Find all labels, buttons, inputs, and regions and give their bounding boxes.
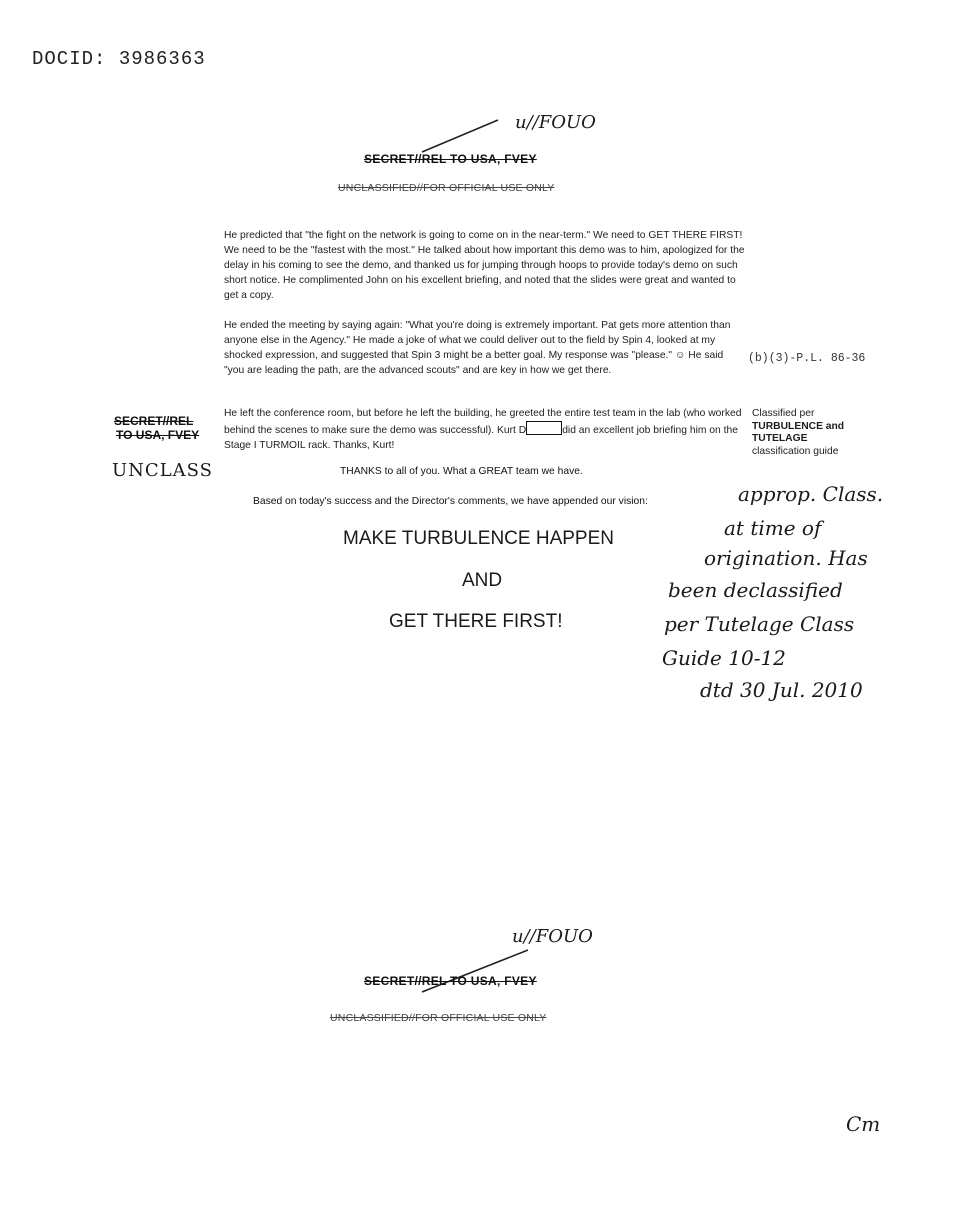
paragraph-text: He ended the meeting by saying again: "What you're doing is extremely important. Pat gets more attention than anyone else in the Agency." He made a joke of what we could deliver out to the field by Spin 4, looked at my shocked expression, and suggested that Spin 3 might be a better goal. My response was "please." ☺ He said "you are leading the path, are the advanced scouts" and are key in how we get there. <box>224 320 731 376</box>
handwritten-line: origination. Has <box>704 546 868 570</box>
left-handwritten-unclass: UNCLASS <box>112 460 213 481</box>
paragraph-2 <box>224 318 742 378</box>
document-id: DOCID: 3986363 <box>32 48 206 70</box>
classified-line: classification guide <box>752 445 839 457</box>
left-struck-line-2: TO USA, FVEY <box>116 428 200 442</box>
left-struck-line-1: SECRET//REL <box>114 414 194 428</box>
top-marking <box>338 108 640 198</box>
paragraph-3 <box>224 406 744 453</box>
handwritten-line: been declassified <box>668 578 843 602</box>
bottom-struck-marking: SECRET//REL TO USA, FVEY <box>364 974 537 988</box>
top-struck-faint-marking: UNCLASSIFIED//FOR OFFICIAL USE ONLY <box>338 182 555 194</box>
exemption-code: (b)(3)-P.L. 86-36 <box>748 352 866 365</box>
handwritten-line: per Tutelage Class <box>664 612 855 636</box>
handwritten-initials: Cm <box>846 1112 881 1136</box>
redaction-box <box>526 421 562 435</box>
classified-line: TURBULENCE and <box>752 420 845 432</box>
vision-line-2: AND <box>462 570 503 591</box>
paragraph-3-part-2: did an excellent job briefing him on the Stage I TURMOIL rack. Thanks, Kurt! <box>224 425 738 451</box>
bottom-marking <box>330 924 630 1034</box>
bottom-handwritten-marking: u//FOUO <box>512 926 593 947</box>
handwritten-line: dtd 30 Jul. 2010 <box>700 678 863 702</box>
classified-line: Classified per <box>752 408 815 419</box>
handwritten-line: at time of <box>724 516 822 540</box>
top-struck-marking: SECRET//REL TO USA, FVEY <box>364 152 537 166</box>
handwritten-declass-note <box>660 478 930 718</box>
paragraph-3-part-1: He left the conference room, but before he left the building, he greeted the entire test team in the lab (who worked behind the scenes to make sure the demo was successful). Kurt D <box>224 408 742 436</box>
classification-note <box>752 408 862 458</box>
top-handwritten-marking: u//FOUO <box>515 112 596 133</box>
handwritten-line: approp. Class. <box>738 482 884 506</box>
paragraph-text: He predicted that "the fight on the network is going to come on in the near-term." We need to GET THERE FIRST! We need to be the "fastest with the most." He talked about how important this demo was to him, apologized for the delay in his coming to see the demo, and thanked us for jumping through hoops to provide today's demo on such short notice. He complimented John on his excellent briefing, and noted that the slides were great and wanted to get a copy. <box>224 230 745 301</box>
vision-line-3: GET THERE FIRST! <box>389 611 563 632</box>
classified-line: TUTELAGE <box>752 433 808 444</box>
bottom-struck-faint-marking: UNCLASSIFIED//FOR OFFICIAL USE ONLY <box>330 1012 547 1024</box>
paragraph-1 <box>224 228 746 303</box>
vision-line-1: MAKE TURBULENCE HAPPEN <box>343 528 614 549</box>
handwritten-line: Guide 10-12 <box>662 646 786 670</box>
thanks-line: THANKS to all of you. What a GREAT team we have. <box>340 466 583 477</box>
marking-slash-mark <box>420 116 500 156</box>
vision-intro: Based on today's success and the Director's comments, we have appended our vision: <box>253 496 648 507</box>
left-margin-marking <box>114 414 199 442</box>
